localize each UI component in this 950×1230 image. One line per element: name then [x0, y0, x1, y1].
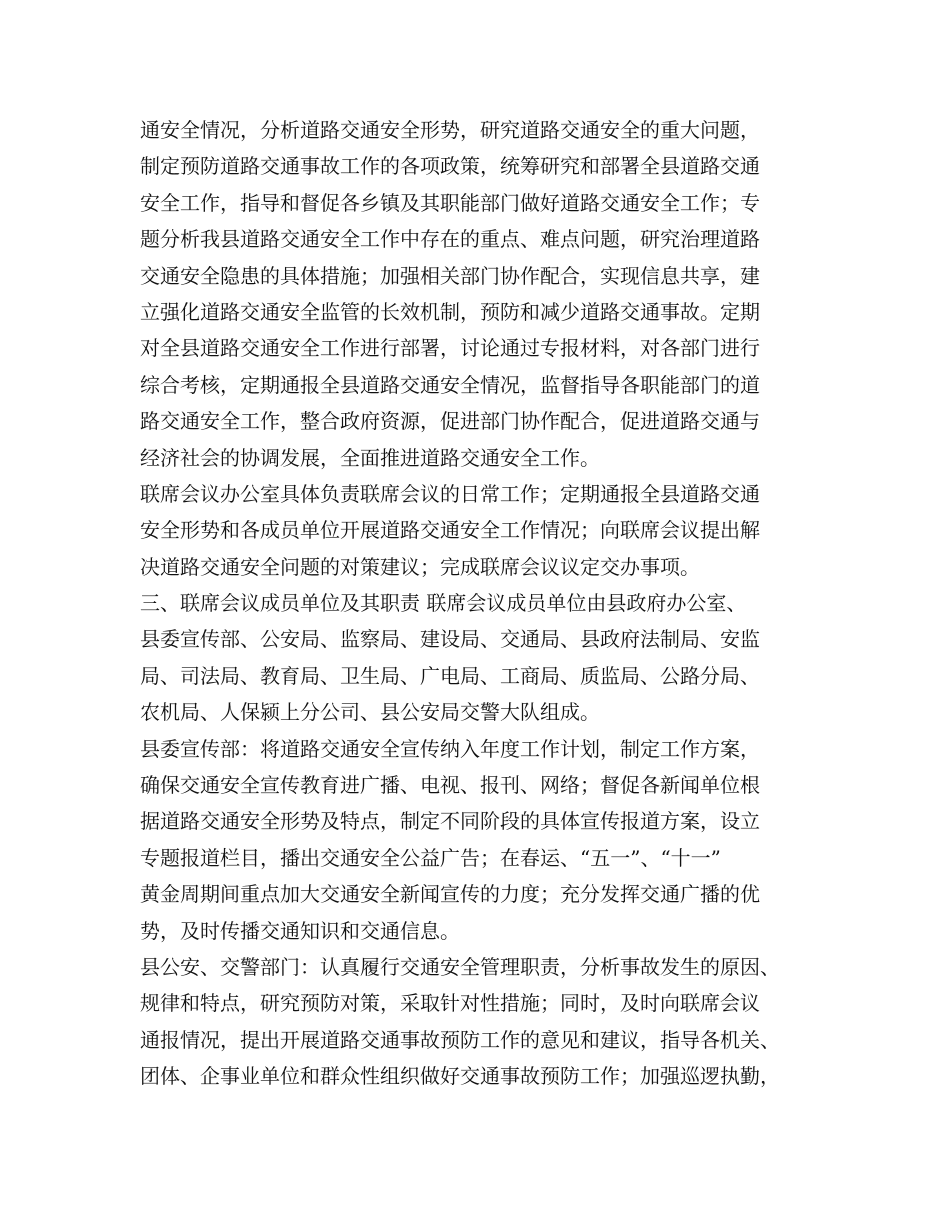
- text-line: 联席会议办公室具体负责联席会议的日常工作；定期通报全县道路交通: [140, 481, 760, 506]
- text-line: 安全形势和各成员单位开展道路交通安全工作情况；向联席会议提出解: [140, 518, 760, 543]
- text-line: 农机局、人保颍上分公司、县公安局交警大队组成。: [140, 700, 600, 725]
- text-line: 综合考核，定期通报全县道路交通安全情况，监督指导各职能部门的道: [140, 372, 760, 397]
- text-line: 通安全情况，分析道路交通安全形势，研究道路交通安全的重大问题，: [140, 118, 760, 142]
- text-line: 路交通安全工作，整合政府资源，促进部门协作配合，促进道路交通与: [140, 409, 760, 434]
- text-line: 规律和特点，研究预防对策，采取针对性措施；同时，及时向联席会议: [140, 991, 760, 1016]
- text-line: 决道路交通安全问题的对策建议；完成联席会议议定交办事项。: [140, 554, 700, 579]
- text-line: 题分析我县道路交通安全工作中存在的重点、难点问题，研究治理道路: [140, 227, 760, 252]
- text-line: 县委宣传部：将道路交通安全宣传纳入年度工作计划，制定工作方案，: [140, 736, 760, 761]
- text-line: 县公安、交警部门：认真履行交通安全管理职责，分析事故发生的原因、: [140, 954, 780, 979]
- text-line: 经济社会的协调发展，全面推进道路交通安全工作。: [140, 445, 600, 470]
- text-line: 交通安全隐患的具体措施；加强相关部门协作配合，实现信息共享，建: [140, 263, 760, 288]
- text-line: 三、联席会议成员单位及其职责 联席会议成员单位由县政府办公室、: [140, 591, 747, 616]
- text-line: 局、司法局、教育局、卫生局、广电局、工商局、质监局、公路分局、: [140, 663, 760, 688]
- text-line: 通报情况，提出开展道路交通事故预防工作的意见和建议，指导各机关、: [140, 1027, 780, 1052]
- text-line: 专题报道栏目，播出交通安全公益广告；在春运、“五一”、“十一”: [140, 845, 721, 870]
- text-line: 制定预防道路交通事故工作的各项政策，统筹研究和部署全县道路交通: [140, 154, 760, 179]
- text-line: 县委宣传部、公安局、监察局、建设局、交通局、县政府法制局、安监: [140, 627, 760, 652]
- text-line: 确保交通安全宣传教育进广播、电视、报刊、网络；督促各新闻单位根: [140, 773, 760, 798]
- text-line: 立强化道路交通安全监管的长效机制，预防和减少道路交通事故。定期: [140, 299, 760, 324]
- text-line: 对全县道路交通安全工作进行部署，讨论通过专报材料，对各部门进行: [140, 336, 760, 361]
- text-line: 据道路交通安全形势及特点，制定不同阶段的具体宣传报道方案，设立: [140, 809, 760, 834]
- text-line: 黄金周期间重点加大交通安全新闻宣传的力度；充分发挥交通广播的优: [140, 882, 760, 907]
- text-line: 势，及时传播交通知识和交通信息。: [140, 918, 460, 943]
- text-line: 团体、企事业单位和群众性组织做好交通事故预防工作；加强巡逻执勤，: [140, 1064, 780, 1089]
- document-body: [140, 112, 830, 1095]
- text-line: 安全工作，指导和督促各乡镇及其职能部门做好道路交通安全工作；专: [140, 190, 760, 215]
